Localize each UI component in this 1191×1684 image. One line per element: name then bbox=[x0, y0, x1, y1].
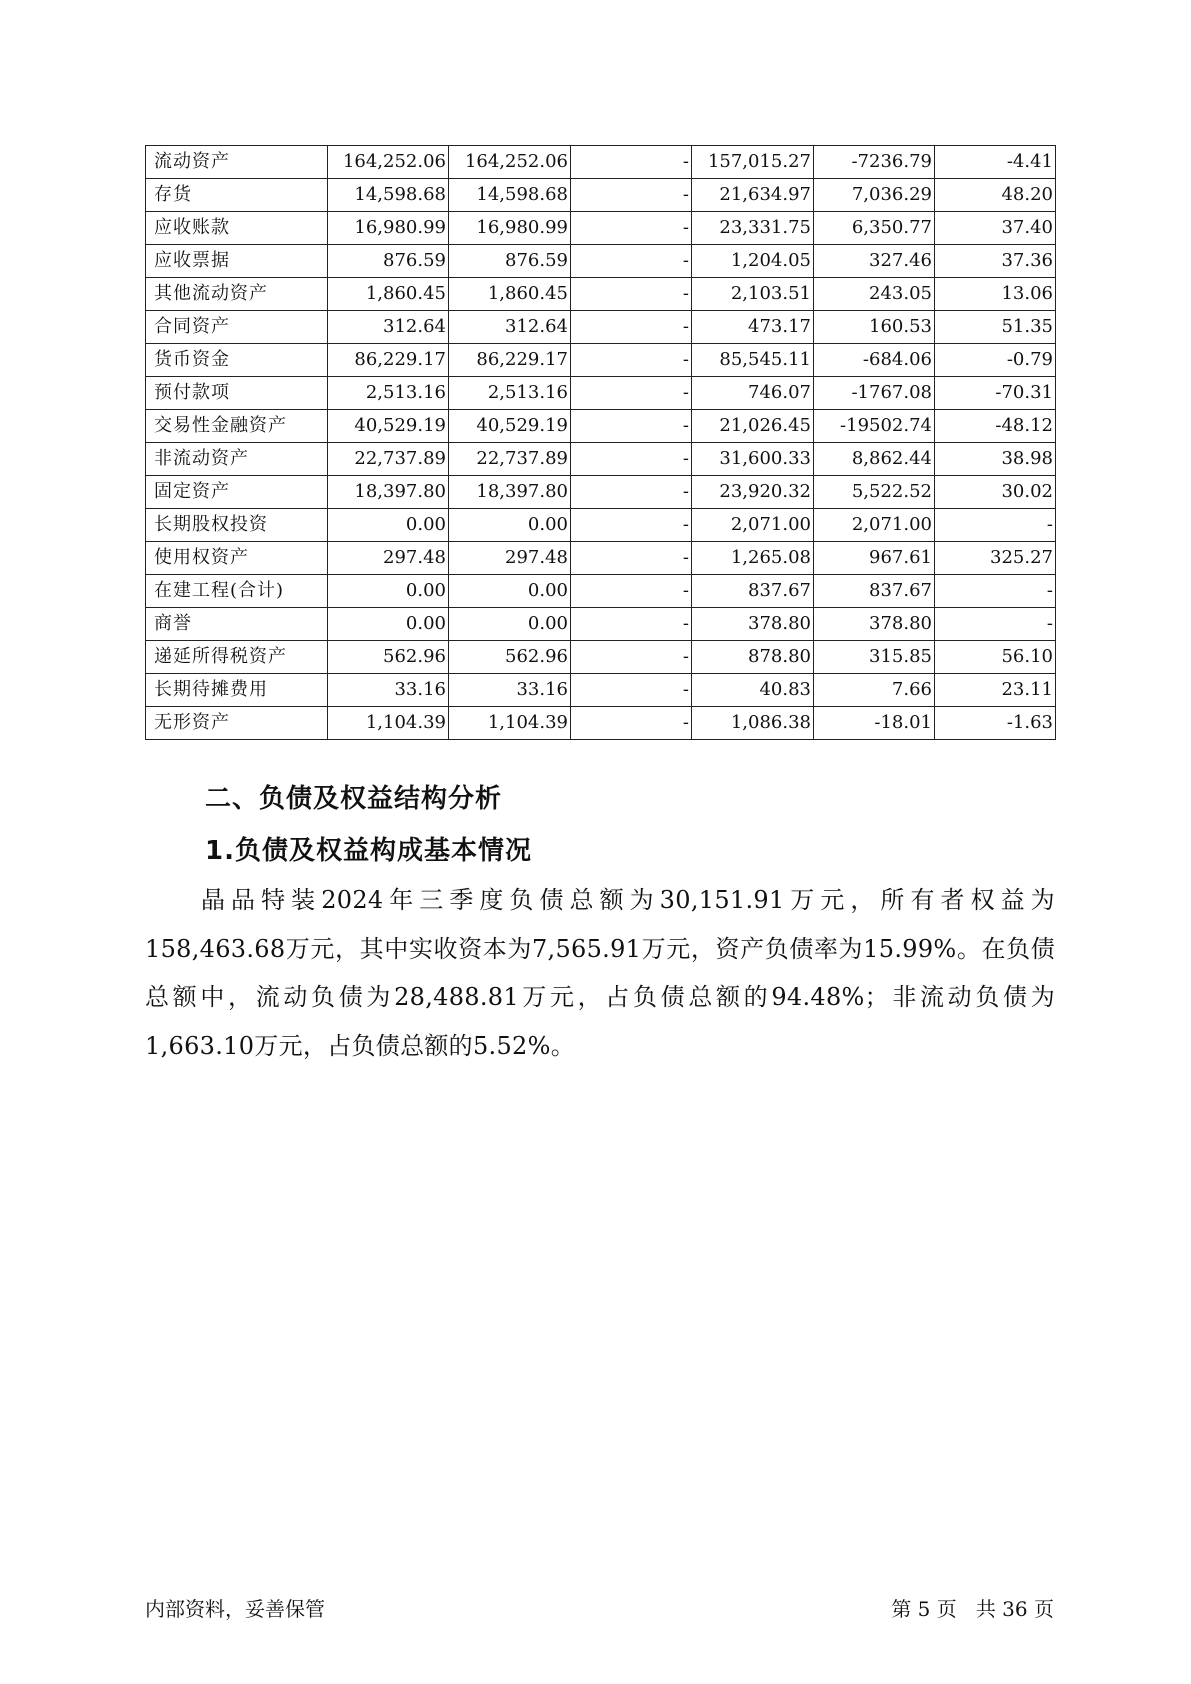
value-cell: 876.59 bbox=[449, 245, 571, 278]
section-heading: 二、负债及权益结构分析 bbox=[205, 784, 503, 814]
value-cell: 312.64 bbox=[449, 311, 571, 344]
value-cell: 1,204.05 bbox=[692, 245, 814, 278]
footer-confidential-note: 内部资料，妥善保管 bbox=[145, 1597, 325, 1621]
value-cell: 38.98 bbox=[935, 443, 1056, 476]
row-label-cell: 存货 bbox=[146, 179, 328, 212]
value-cell: 86,229.17 bbox=[449, 344, 571, 377]
value-cell: 23.11 bbox=[935, 674, 1056, 707]
value-cell: - bbox=[935, 509, 1056, 542]
value-cell: -1.63 bbox=[935, 707, 1056, 740]
table-row bbox=[146, 212, 1056, 245]
value-cell: 1,104.39 bbox=[328, 707, 449, 740]
value-cell: - bbox=[571, 509, 692, 542]
value-cell: 2,513.16 bbox=[328, 377, 449, 410]
value-cell: 2,103.51 bbox=[692, 278, 814, 311]
value-cell: 0.00 bbox=[328, 575, 449, 608]
table-body bbox=[146, 146, 1056, 740]
value-cell: 23,920.32 bbox=[692, 476, 814, 509]
value-cell: 2,071.00 bbox=[814, 509, 935, 542]
value-cell: - bbox=[571, 641, 692, 674]
table-row bbox=[146, 509, 1056, 542]
row-label-cell: 应收账款 bbox=[146, 212, 328, 245]
table-row bbox=[146, 575, 1056, 608]
value-cell: 40,529.19 bbox=[449, 410, 571, 443]
row-label-cell: 固定资产 bbox=[146, 476, 328, 509]
value-cell: - bbox=[571, 674, 692, 707]
value-cell: -7236.79 bbox=[814, 146, 935, 179]
table-row bbox=[146, 377, 1056, 410]
row-label-cell: 流动资产 bbox=[146, 146, 328, 179]
value-cell: 562.96 bbox=[449, 641, 571, 674]
value-cell: -48.12 bbox=[935, 410, 1056, 443]
value-cell: 30.02 bbox=[935, 476, 1056, 509]
value-cell: 23,331.75 bbox=[692, 212, 814, 245]
value-cell: 56.10 bbox=[935, 641, 1056, 674]
table-row bbox=[146, 476, 1056, 509]
value-cell: 40.83 bbox=[692, 674, 814, 707]
value-cell: 21,026.45 bbox=[692, 410, 814, 443]
value-cell: 967.61 bbox=[814, 542, 935, 575]
table-row bbox=[146, 707, 1056, 740]
value-cell: - bbox=[571, 608, 692, 641]
value-cell: 746.07 bbox=[692, 377, 814, 410]
value-cell: 18,397.80 bbox=[328, 476, 449, 509]
value-cell: 0.00 bbox=[449, 575, 571, 608]
value-cell: 312.64 bbox=[328, 311, 449, 344]
row-label-cell: 其他流动资产 bbox=[146, 278, 328, 311]
value-cell: - bbox=[571, 344, 692, 377]
value-cell: 1,086.38 bbox=[692, 707, 814, 740]
value-cell: - bbox=[571, 443, 692, 476]
value-cell: 1,104.39 bbox=[449, 707, 571, 740]
value-cell: - bbox=[571, 542, 692, 575]
value-cell: 16,980.99 bbox=[328, 212, 449, 245]
value-cell: 8,862.44 bbox=[814, 443, 935, 476]
table-row bbox=[146, 146, 1056, 179]
value-cell: 16,980.99 bbox=[449, 212, 571, 245]
value-cell: 51.35 bbox=[935, 311, 1056, 344]
table-row bbox=[146, 542, 1056, 575]
body-paragraph: 晶品特装2024年三季度负债总额为30,151.91万元，所有者权益为158,463.68万元，其中实收资本为7,565.91万元，资产负债率为15.99%。在负债总额中，流动负债为28,488.81万元，占负债总额的94.48%；非流动负债为1,663.10万元，占负债总额的5.52%。 bbox=[145, 886, 1055, 1060]
value-cell: 327.46 bbox=[814, 245, 935, 278]
value-cell: 22,737.89 bbox=[449, 443, 571, 476]
value-cell: 21,634.97 bbox=[692, 179, 814, 212]
value-cell: 325.27 bbox=[935, 542, 1056, 575]
value-cell: 0.00 bbox=[328, 608, 449, 641]
row-label-cell: 非流动资产 bbox=[146, 443, 328, 476]
row-label-cell: 递延所得税资产 bbox=[146, 641, 328, 674]
value-cell: 243.05 bbox=[814, 278, 935, 311]
value-cell: 0.00 bbox=[449, 608, 571, 641]
table-row bbox=[146, 278, 1056, 311]
row-label-cell: 在建工程(合计) bbox=[146, 575, 328, 608]
value-cell: - bbox=[571, 575, 692, 608]
value-cell: 7.66 bbox=[814, 674, 935, 707]
value-cell: - bbox=[571, 278, 692, 311]
row-label-cell: 合同资产 bbox=[146, 311, 328, 344]
value-cell: 157,015.27 bbox=[692, 146, 814, 179]
value-cell: 13.06 bbox=[935, 278, 1056, 311]
value-cell: -1767.08 bbox=[814, 377, 935, 410]
value-cell: 378.80 bbox=[692, 608, 814, 641]
subsection-heading: 1.负债及权益构成基本情况 bbox=[205, 836, 532, 866]
value-cell: 297.48 bbox=[449, 542, 571, 575]
value-cell: - bbox=[935, 575, 1056, 608]
table-row bbox=[146, 641, 1056, 674]
value-cell: 2,071.00 bbox=[692, 509, 814, 542]
value-cell: 0.00 bbox=[449, 509, 571, 542]
value-cell: 7,036.29 bbox=[814, 179, 935, 212]
value-cell: - bbox=[571, 146, 692, 179]
table-row bbox=[146, 674, 1056, 707]
value-cell: 37.36 bbox=[935, 245, 1056, 278]
asset-structure-table bbox=[145, 145, 1056, 740]
value-cell: 33.16 bbox=[449, 674, 571, 707]
value-cell: 837.67 bbox=[814, 575, 935, 608]
value-cell: 31,600.33 bbox=[692, 443, 814, 476]
value-cell: 40,529.19 bbox=[328, 410, 449, 443]
value-cell: - bbox=[571, 476, 692, 509]
value-cell: 1,265.08 bbox=[692, 542, 814, 575]
value-cell: 48.20 bbox=[935, 179, 1056, 212]
value-cell: - bbox=[571, 410, 692, 443]
value-cell: -4.41 bbox=[935, 146, 1056, 179]
value-cell: 473.17 bbox=[692, 311, 814, 344]
value-cell: 562.96 bbox=[328, 641, 449, 674]
value-cell: 878.80 bbox=[692, 641, 814, 674]
value-cell: 37.40 bbox=[935, 212, 1056, 245]
row-label-cell: 商誉 bbox=[146, 608, 328, 641]
value-cell: 876.59 bbox=[328, 245, 449, 278]
value-cell: 6,350.77 bbox=[814, 212, 935, 245]
value-cell: - bbox=[571, 311, 692, 344]
value-cell: 160.53 bbox=[814, 311, 935, 344]
value-cell: 18,397.80 bbox=[449, 476, 571, 509]
row-label-cell: 长期股权投资 bbox=[146, 509, 328, 542]
value-cell: 297.48 bbox=[328, 542, 449, 575]
value-cell: - bbox=[571, 212, 692, 245]
row-label-cell: 货币资金 bbox=[146, 344, 328, 377]
value-cell: 837.67 bbox=[692, 575, 814, 608]
table-row bbox=[146, 443, 1056, 476]
row-label-cell: 交易性金融资产 bbox=[146, 410, 328, 443]
table-row bbox=[146, 344, 1056, 377]
value-cell: 5,522.52 bbox=[814, 476, 935, 509]
table-row bbox=[146, 179, 1056, 212]
value-cell: 1,860.45 bbox=[328, 278, 449, 311]
table-row bbox=[146, 410, 1056, 443]
row-label-cell: 使用权资产 bbox=[146, 542, 328, 575]
value-cell: - bbox=[571, 179, 692, 212]
value-cell: - bbox=[571, 245, 692, 278]
value-cell: 86,229.17 bbox=[328, 344, 449, 377]
table-row bbox=[146, 245, 1056, 278]
value-cell: - bbox=[571, 707, 692, 740]
value-cell: 164,252.06 bbox=[328, 146, 449, 179]
value-cell: 14,598.68 bbox=[449, 179, 571, 212]
table-row bbox=[146, 608, 1056, 641]
value-cell: 1,860.45 bbox=[449, 278, 571, 311]
value-cell: -18.01 bbox=[814, 707, 935, 740]
value-cell: 85,545.11 bbox=[692, 344, 814, 377]
value-cell: 164,252.06 bbox=[449, 146, 571, 179]
value-cell: -19502.74 bbox=[814, 410, 935, 443]
row-label-cell: 长期待摊费用 bbox=[146, 674, 328, 707]
value-cell: - bbox=[935, 608, 1056, 641]
value-cell: -70.31 bbox=[935, 377, 1056, 410]
table-row bbox=[146, 311, 1056, 344]
value-cell: 14,598.68 bbox=[328, 179, 449, 212]
row-label-cell: 预付款项 bbox=[146, 377, 328, 410]
value-cell: 315.85 bbox=[814, 641, 935, 674]
value-cell: - bbox=[571, 377, 692, 410]
value-cell: 378.80 bbox=[814, 608, 935, 641]
row-label-cell: 应收票据 bbox=[146, 245, 328, 278]
row-label-cell: 无形资产 bbox=[146, 707, 328, 740]
value-cell: -0.79 bbox=[935, 344, 1056, 377]
value-cell: 2,513.16 bbox=[449, 377, 571, 410]
value-cell: -684.06 bbox=[814, 344, 935, 377]
value-cell: 33.16 bbox=[328, 674, 449, 707]
value-cell: 0.00 bbox=[328, 509, 449, 542]
value-cell: 22,737.89 bbox=[328, 443, 449, 476]
footer-page-number: 第 5 页 共 36 页 bbox=[891, 1597, 1054, 1621]
